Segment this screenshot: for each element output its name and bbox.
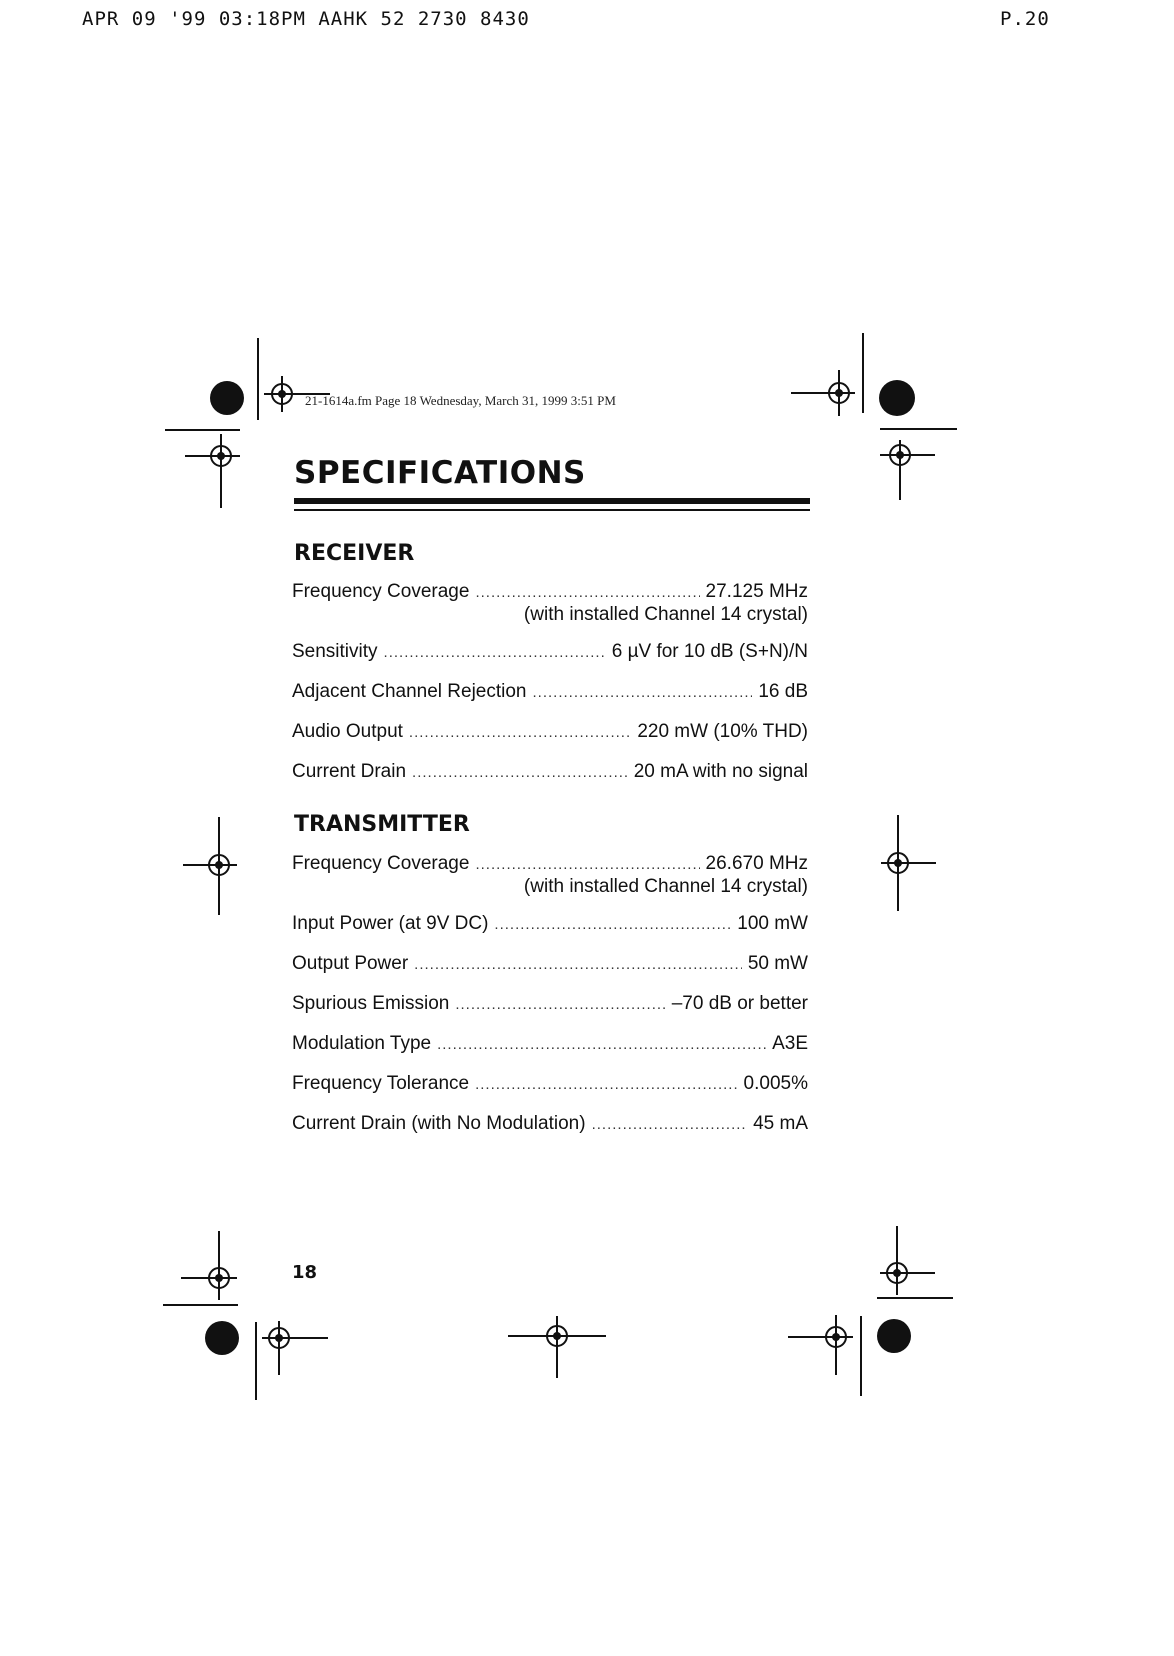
spec-label: Current Drain	[292, 761, 407, 782]
spec-row	[292, 1033, 808, 1056]
spec-value: 20 mA with no signal	[633, 761, 808, 782]
leader-dots	[414, 954, 742, 976]
spec-value: 45 mA	[753, 1113, 808, 1134]
leader-dots	[409, 722, 631, 744]
leader-dots	[475, 1074, 737, 1096]
receiver-heading: RECEIVER	[294, 541, 415, 566]
spec-label: Frequency Tolerance	[292, 1073, 470, 1094]
spec-row	[292, 721, 808, 744]
leader-dots	[475, 854, 699, 876]
registration-mark-icon	[880, 1226, 935, 1295]
spec-value: 0.005%	[743, 1073, 808, 1094]
spec-label: Adjacent Channel Rejection	[292, 681, 527, 702]
spec-label: Frequency Coverage	[292, 853, 470, 874]
spec-label: Output Power	[292, 953, 409, 974]
spec-label: Spurious Emission	[292, 993, 450, 1014]
leader-dots	[533, 682, 753, 704]
leader-dots	[494, 914, 731, 936]
spec-row	[292, 581, 808, 625]
spec-value: 16 dB	[758, 681, 808, 702]
spec-row	[292, 1073, 808, 1096]
leader-dots	[437, 1034, 766, 1056]
spec-label: Current Drain (with No Modulation)	[292, 1113, 586, 1134]
leader-dots	[475, 582, 699, 604]
title-rule-thin	[294, 509, 810, 511]
spec-row	[292, 1113, 808, 1136]
spec-note: (with installed Channel 14 crystal)	[523, 876, 808, 897]
spec-row	[292, 641, 808, 664]
registration-mark-icon	[181, 1231, 237, 1300]
file-slug: 21-1614a.fm Page 18 Wednesday, March 31, 1999 3:51 PM	[305, 393, 616, 408]
registration-mark-icon	[262, 1321, 328, 1375]
transmitter-spec-list	[292, 853, 808, 1153]
spec-note: (with installed Channel 14 crystal)	[523, 604, 808, 625]
registration-mark-icon	[508, 1316, 606, 1378]
page-title: SPECIFICATIONS	[294, 455, 586, 491]
spec-value: 26.670 MHz	[705, 853, 808, 874]
spec-label: Input Power (at 9V DC)	[292, 913, 489, 934]
leader-dots	[455, 994, 665, 1016]
spec-label: Sensitivity	[292, 641, 378, 662]
spec-row	[292, 913, 808, 936]
fax-header-left: APR 09 '99 03:18PM AAHK 52 2730 8430	[82, 8, 530, 30]
registration-mark-icon	[183, 817, 237, 915]
spec-row	[292, 761, 808, 784]
registration-mark-icon	[880, 440, 935, 500]
spec-row	[292, 853, 808, 897]
spec-row	[292, 681, 808, 704]
spec-value: A3E	[772, 1033, 808, 1054]
spec-label: Audio Output	[292, 721, 403, 742]
leader-dots	[592, 1114, 748, 1136]
spec-row	[292, 953, 808, 976]
registration-mark-icon	[881, 815, 936, 911]
spec-value: 220 mW (10% THD)	[637, 721, 808, 742]
registration-mark-icon	[788, 1315, 853, 1375]
leader-dots	[384, 642, 606, 664]
spec-label: Frequency Coverage	[292, 581, 470, 602]
fax-page-number: P.20	[1000, 8, 1050, 30]
page-number: 18	[292, 1262, 318, 1283]
spec-label: Modulation Type	[292, 1033, 432, 1054]
receiver-spec-list	[292, 581, 808, 801]
spec-value: 27.125 MHz	[705, 581, 808, 602]
transmitter-heading: TRANSMITTER	[294, 812, 470, 837]
spec-value: –70 dB or better	[671, 993, 808, 1014]
spec-value: 6 µV for 10 dB (S+N)/N	[611, 641, 808, 662]
leader-dots	[412, 762, 628, 784]
registration-mark-icon	[185, 434, 240, 508]
spec-value: 100 mW	[737, 913, 808, 934]
spec-row	[292, 993, 808, 1016]
title-rule-thick	[294, 498, 810, 504]
spec-value: 50 mW	[747, 953, 808, 974]
registration-mark-icon	[791, 370, 855, 416]
